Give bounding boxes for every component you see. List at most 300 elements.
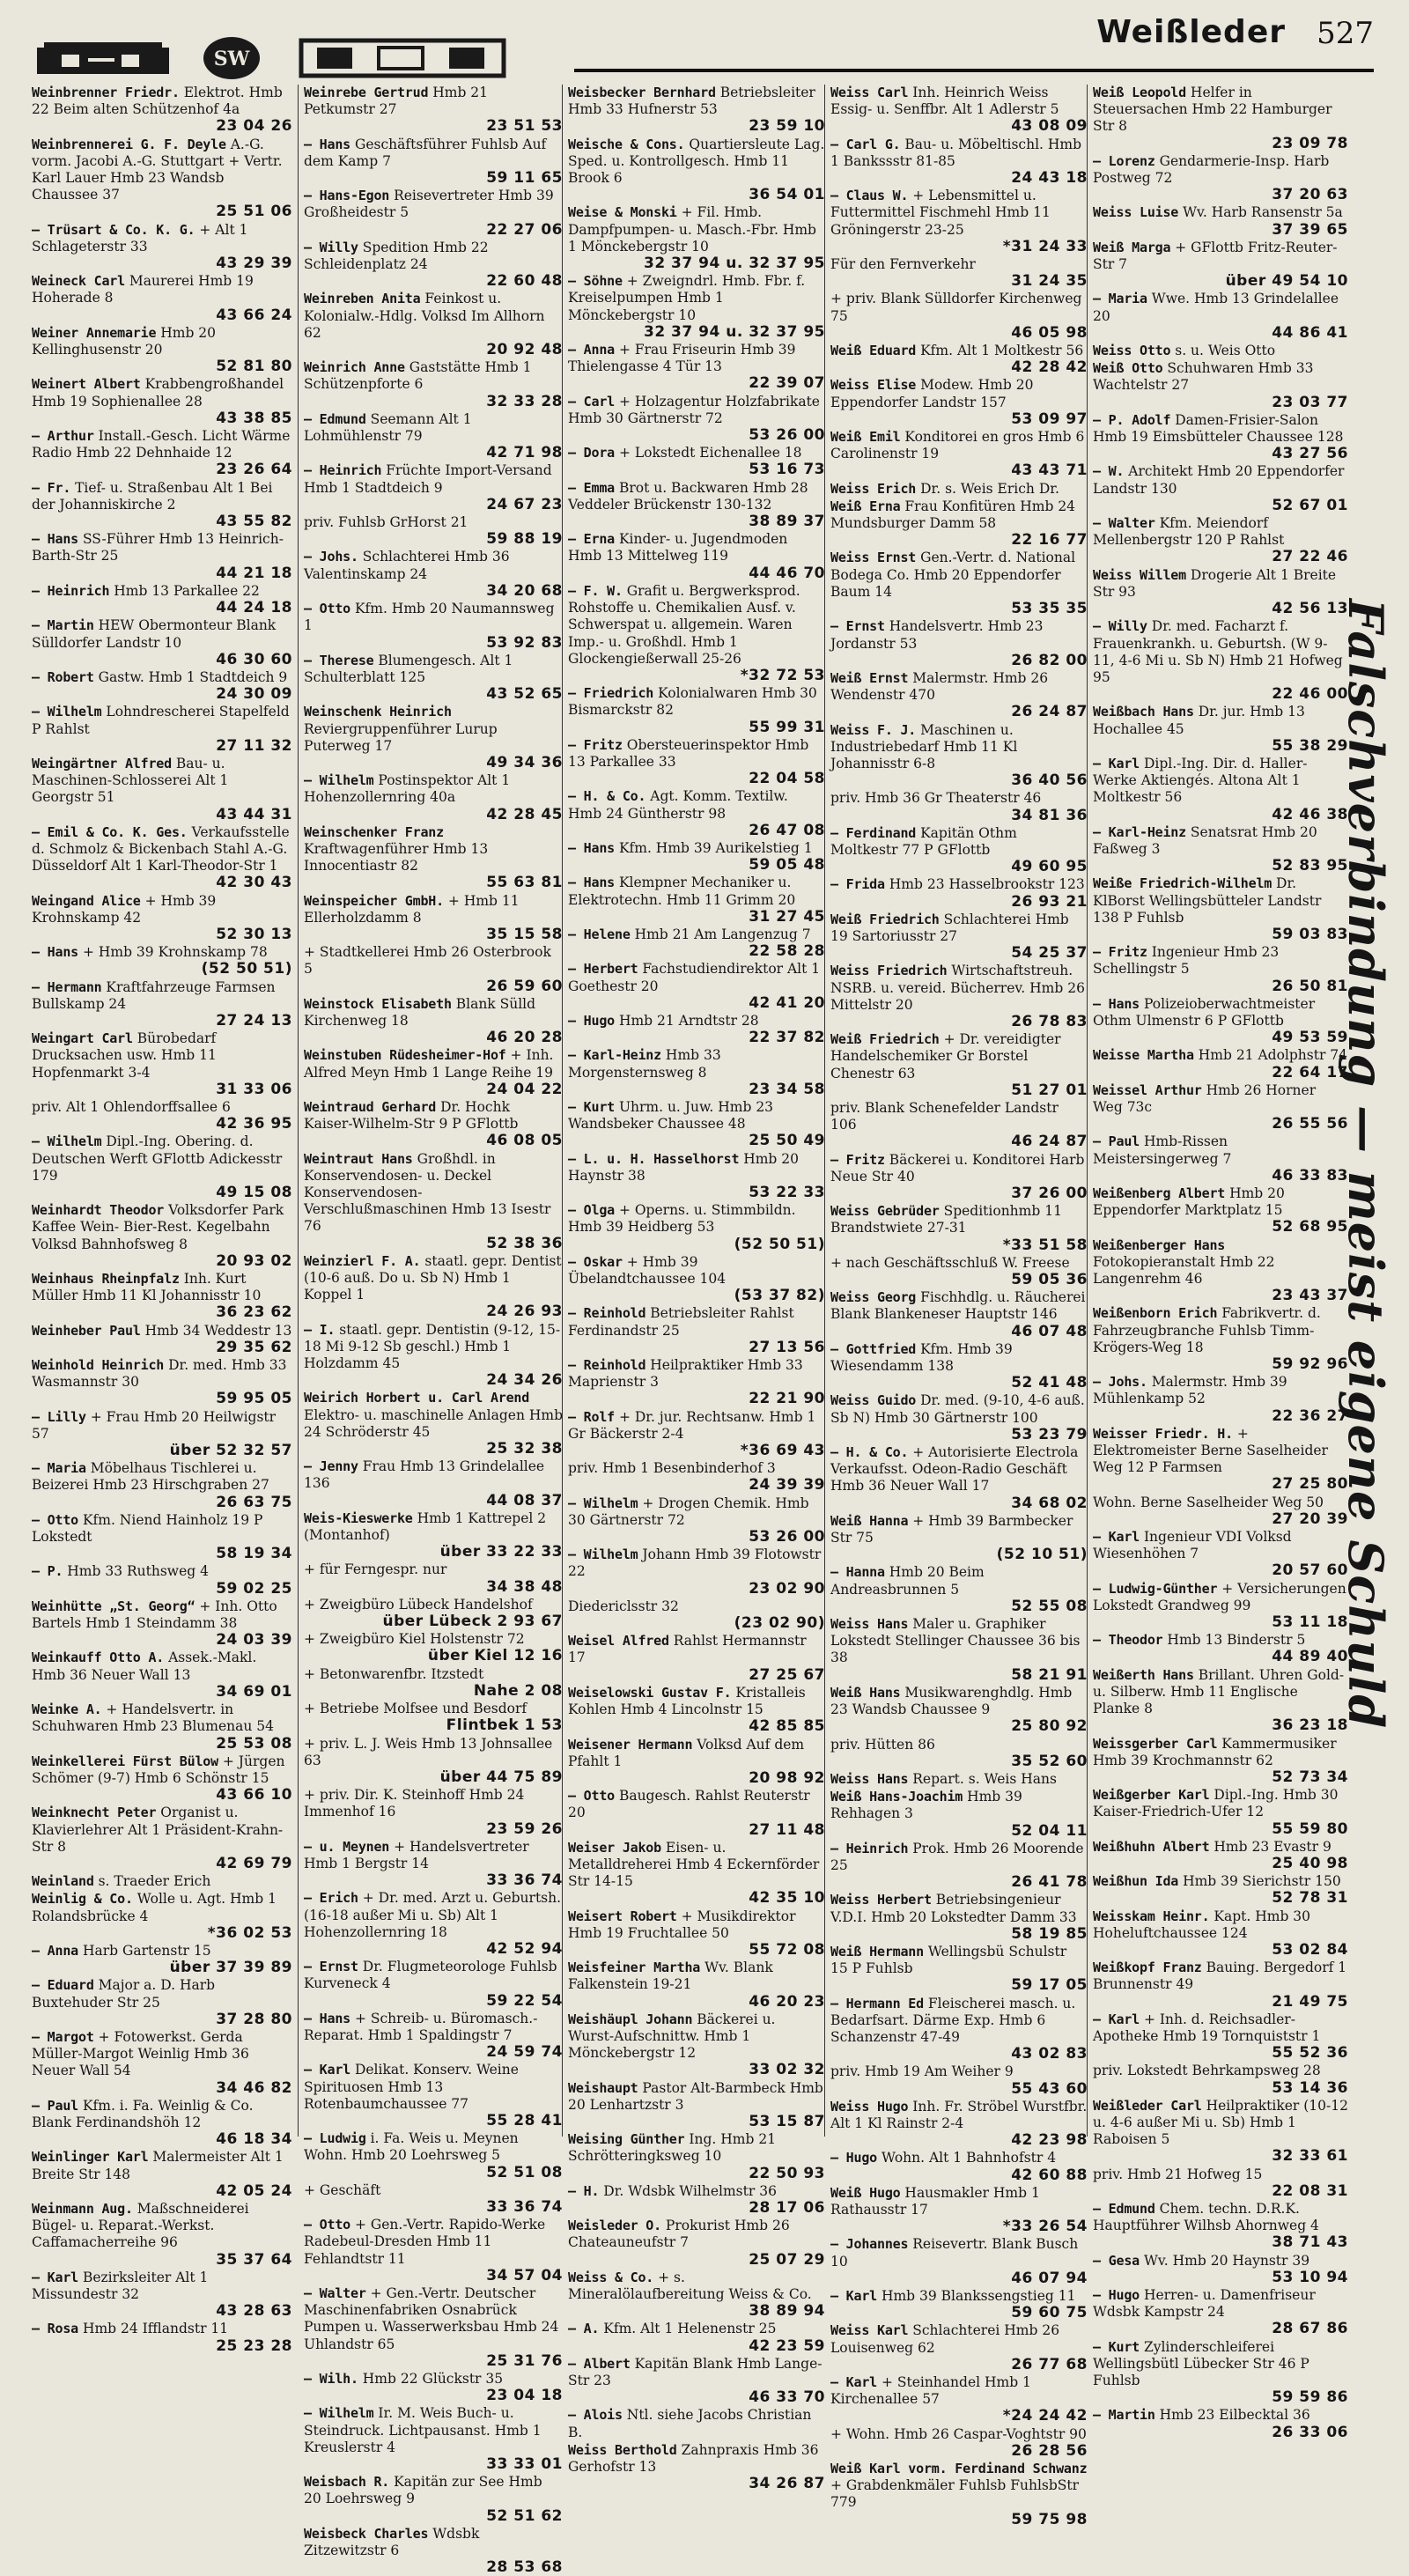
- directory-entry: [304, 514, 563, 548]
- entry-name: — Ernst: [830, 618, 885, 635]
- entry-phone: 23 04 18: [486, 2387, 563, 2405]
- directory-entry: [304, 359, 563, 410]
- directory-entry: [32, 531, 292, 582]
- entry-details: Hmb 23 Hasselbrookstr 123: [889, 876, 1085, 893]
- entry-details: Rahlst Hermannstr 17: [568, 1633, 807, 1666]
- entry-details: Install.-Gesch. Licht Wärme Radio Hmb 22 Dehnhaide 12: [32, 428, 291, 461]
- directory-entry: [830, 1564, 1088, 1615]
- entry-phone: 22 37 82: [749, 1029, 825, 1047]
- entry-name: — Gesa: [1093, 2252, 1140, 2269]
- entry-details: Dr. med. Facharzt f. Frauenkrankh. u. Geburtsh. (W 9-11, 4-6 Mi u. Sb N) Hmb 21 Hofweg 95: [1093, 618, 1343, 685]
- entry-details: + Drogen Chemik. Hmb 30 Gärtnerstr 72: [568, 1495, 809, 1528]
- directory-entry: [304, 2285, 563, 2370]
- directory-entry: [830, 1341, 1088, 1392]
- entry-name: Weinreben Anita: [304, 291, 421, 307]
- entry-phone: 20 93 02: [216, 1251, 292, 1270]
- entry-details: Fischhdlg. u. Räucherei Blank Blankeneser Hauptstr 146: [830, 1289, 1086, 1323]
- entry-phone: über 44 75 89: [439, 1768, 563, 1786]
- directory-entry: [1093, 1426, 1348, 1494]
- directory-entry: [304, 1959, 563, 2010]
- directory-entry: [1093, 1632, 1348, 1665]
- entry-details: + Autorisierte Electrola Verkaufsst. Odeon-Radio Geschäft Hmb 36 Neuer Wall 17: [830, 1444, 1079, 1495]
- entry-details: Wv. Blank Falkenstein 19-21: [568, 1960, 773, 1993]
- entry-details: Wohn. Berne Saselheider Weg 50: [1093, 1494, 1324, 1510]
- entry-name: Weinlinger Karl: [32, 2149, 149, 2166]
- entry-details: + Schreib- u. Büromasch.-Reparat. Hmb 1 Spaldingstr 7: [304, 2010, 538, 2043]
- entry-name: Weintraud Gerhard: [304, 1098, 437, 1115]
- directory-entry: [304, 2526, 563, 2576]
- entry-details: Ir. M. Weis Buch- u. Steindruck. Lichtpausanst. Hmb 1 Kreuslerstr 4: [304, 2405, 542, 2455]
- entry-name: Weisert Robert: [568, 1908, 677, 1924]
- directory-entry: [568, 1151, 825, 1202]
- entry-details: Gendarmerie-Insp. Harb Postweg 72: [1093, 152, 1330, 187]
- entry-details: Bäckerei u. Konditorei Harb Neue Str 40: [830, 1151, 1085, 1185]
- entry-name: — Johs.: [1093, 1374, 1147, 1391]
- directory-entry: [568, 2218, 825, 2269]
- entry-details: Kfm. i. Fa. Weinlig & Co. Blank Ferdinandshöh 12: [32, 2097, 254, 2130]
- entry-phone: 46 18 34: [216, 2130, 292, 2149]
- entry-phone: 42 30 43: [216, 874, 292, 892]
- entry-name: Weise & Monski: [568, 204, 677, 221]
- directory-entry: [1093, 1047, 1348, 1081]
- entry-name: Weißleder Carl: [1093, 2097, 1202, 2114]
- directory-entry: [830, 1392, 1088, 1443]
- entry-name: Weinspeicher GmbH.: [304, 892, 444, 909]
- entry-phone: 23 34 58: [749, 1080, 825, 1098]
- entry-details: Delikat. Konserv. Weine Spirituosen Hmb 13 Rotenbaumchaussee 77: [304, 2062, 519, 2112]
- directory-entry: [568, 1737, 825, 1788]
- entry-name: Weiß Leopold: [1093, 85, 1186, 100]
- entry-phone: 26 55 56: [1272, 1115, 1348, 1133]
- entry-details: + Lokstedt Eichenallee 18: [618, 445, 802, 461]
- entry-phone: 42 56 13: [1272, 600, 1348, 618]
- entry-details: + priv. Blank Sülldorfer Kirchenweg 75: [830, 291, 1082, 324]
- entry-details: Assek.-Makl. Hmb 36 Neuer Wall 13: [32, 1650, 257, 1683]
- entry-name: Weiß Hans: [830, 1684, 901, 1701]
- entry-details: Major a. D. Harb Buxtehuder Str 25: [32, 1977, 216, 2011]
- entry-phone: 59 03 83: [1272, 925, 1348, 943]
- entry-details: + Hmb 39 Barmbecker Str 75: [830, 1512, 1073, 1546]
- entry-name: Weinke A.: [32, 1701, 102, 1718]
- entry-phone: 42 71 98: [486, 444, 563, 462]
- entry-phone: 20 92 48: [486, 341, 563, 359]
- entry-details: Kristalleis Kohlen Hmb 4 Lincolnstr 15: [568, 1684, 806, 1718]
- directory-entry: [304, 1839, 563, 1890]
- directory-entry: [830, 1152, 1088, 1203]
- entry-details: Damen-Frisier-Salon Hmb 19 Eimsbütteler Chaussee 128: [1093, 411, 1344, 446]
- entry-phone: 52 83 95: [1272, 857, 1348, 875]
- entry-details: Volksd Auf dem Pfahlt 1: [568, 1736, 805, 1769]
- entry-details: + Betriebe Molfsee und Besdorf: [304, 1701, 527, 1717]
- directory-entry: [304, 653, 563, 704]
- entry-phone: 52 51 62: [486, 2506, 563, 2525]
- entry-details: Dr. med. Hmb 33 Wasmannstr 30: [32, 1357, 287, 1391]
- entry-phone: 53 09 97: [1011, 410, 1088, 428]
- entry-name: — Carl: [568, 393, 615, 410]
- entry-details: priv. Blank Schenefelder Landstr 106: [830, 1099, 1059, 1133]
- directory-entry: [32, 617, 292, 668]
- directory-entry: [1093, 1185, 1348, 1236]
- entry-name: Weißerth Hans: [1093, 1666, 1194, 1683]
- entry-phone: 27 25 67: [749, 1665, 825, 1684]
- entry-name: — Walter: [304, 2285, 366, 2301]
- directory-entry: [32, 1943, 292, 1976]
- directory-entry: [32, 583, 292, 616]
- directory-entry: [1093, 1581, 1348, 1632]
- directory-entry: [830, 1203, 1088, 1254]
- entry-name: Weinmann Aug.: [32, 2200, 133, 2217]
- column-5: [1087, 85, 1348, 2441]
- entry-name: Weiss Friedrich: [830, 963, 948, 979]
- directory-entry: [830, 2063, 1088, 2097]
- entry-name: Weiß Friedrich: [830, 911, 940, 927]
- entry-details: Obersteuerinspektor Hmb 13 Parkallee 33: [568, 736, 809, 770]
- entry-details: Dr. jur. Hmb 13 Hochallee 45: [1093, 704, 1305, 737]
- entry-details: Früchte Import-Versand Hmb 1 Stadtdeich 9: [304, 462, 552, 496]
- directory-entry: [830, 291, 1088, 342]
- entry-name: — Edmund: [304, 410, 366, 427]
- directory-entry: [568, 1357, 825, 1408]
- entry-phone: 55 63 81: [486, 874, 563, 892]
- entry-phone: 24 26 93: [486, 1303, 563, 1321]
- directory-entry: [830, 1444, 1088, 1512]
- entry-name: — Walter: [1093, 515, 1155, 532]
- entry-name: Weissel Arthur: [1093, 1081, 1202, 1098]
- entry-phone: 23 03 77: [1272, 393, 1348, 411]
- directory-entry: [32, 1409, 292, 1460]
- directory-entry: [304, 893, 563, 944]
- entry-name: Weingärtner Alfred: [32, 755, 172, 771]
- entry-details: Hausmakler Hmb 1 Rathausstr 17: [830, 2184, 1040, 2218]
- directory-entry: [1093, 1873, 1348, 1907]
- entry-phone: 53 26 00: [749, 1528, 825, 1546]
- entry-phone: 53 22 33: [749, 1184, 825, 1201]
- entry-name: Weißhuhn Albert: [1093, 1838, 1210, 1855]
- directory-entry: [1093, 153, 1348, 204]
- entry-phone: 24 59 74: [486, 2043, 563, 2062]
- directory-entry: [304, 137, 563, 188]
- entry-name: — Arthur: [32, 428, 94, 445]
- entry-name: — Emil & Co. K. Ges.: [32, 823, 188, 840]
- directory-entry: [568, 204, 825, 272]
- entry-details: + Fil. Hmb. Dampfpumpen- u. Masch.-Fbr. Hmb 1 Mönckebergstr 10: [568, 204, 816, 255]
- directory-entry: [32, 1030, 292, 1098]
- entry-phone: 43 27 56: [1272, 445, 1348, 463]
- entry-details: + Dr. vereidigter Handelschemiker Gr Borstel Chenestr 63: [830, 1031, 1061, 1081]
- entry-details: priv. Hmb 21 Hofweg 15: [1093, 2166, 1263, 2182]
- entry-phone: 59 05 48: [749, 856, 825, 875]
- directory-entry: [304, 188, 563, 239]
- entry-details: + GFlottb Fritz-Reuter-Str 7: [1093, 239, 1338, 273]
- directory-entry: [1093, 360, 1348, 411]
- entry-phone: 42 23 98: [1011, 2131, 1088, 2150]
- directory-entry: [32, 1512, 292, 1563]
- entry-details: Krabbengroßhandel Hmb 19 Sophienallee 28: [32, 376, 284, 410]
- entry-phone: 52 04 11: [1011, 1821, 1088, 1840]
- directory-entry: [32, 1701, 292, 1753]
- entry-details: Fleischerei masch. u. Bedarfsart. Därme Exp. Hmb 6 Schanzenstr 47-49: [830, 1995, 1076, 2045]
- directory-entry: [32, 137, 292, 221]
- entry-details: + Hmb 39 Übelandtchaussee 104: [568, 1253, 727, 1288]
- entry-details: Schlachterei Hmb 26 Louisenweg 62: [830, 2322, 1060, 2356]
- entry-details: Chem. techn. D.R.K. Hauptführer Wilhsb Ahornweg 4: [1093, 2200, 1319, 2234]
- entry-details: + Fotowerkst. Gerda Müller-Margot Weinlig Hmb 36 Neuer Wall 54: [32, 2028, 249, 2079]
- entry-name: — Karl: [304, 2062, 350, 2078]
- directory-entry: [830, 1944, 1088, 1995]
- entry-name: — Anna: [568, 342, 615, 358]
- entry-details: A.-G. vorm. Jacobi A.-G. Stuttgart + Vertr. Karl Lauer Hmb 23 Wandsb Chaussee 37: [32, 136, 283, 203]
- entry-name: Weisfeiner Martha: [568, 1960, 701, 1976]
- entry-details: Klempner Mechaniker u. Elektrotechn. Hmb 11 Grimm 20: [568, 875, 796, 908]
- entry-details: Inh. Kurt Müller Hmb 11 Kl Johannisstr 10: [32, 1271, 262, 1304]
- directory-entry: [304, 944, 563, 995]
- entry-phone: 26 41 78: [1011, 1873, 1088, 1892]
- entry-phone: 27 13 56: [749, 1338, 825, 1356]
- entry-phone: 36 54 01: [749, 186, 825, 204]
- entry-details: i. Fa. Weis u. Meynen Wohn. Hmb 20 Loehrsweg 5: [304, 2130, 519, 2164]
- entry-name: — Söhne: [568, 273, 623, 290]
- entry-details: Drogerie Alt 1 Breite Str 93: [1093, 566, 1337, 600]
- directory-entry: [568, 1047, 825, 1098]
- entry-phone: 34 57 04: [486, 2266, 563, 2284]
- entry-phone: 53 23 79: [1011, 1425, 1088, 1443]
- entry-details: Frau Konfitüren Hmb 24 Mundsburger Damm 58: [830, 498, 1076, 532]
- entry-details: s. u. Weis Otto: [1175, 343, 1276, 359]
- entry-name: — Hermann Ed: [830, 1995, 924, 2011]
- entry-phone: 43 55 82: [216, 513, 292, 531]
- entry-phone: 32 37 94 u. 32 37 95: [643, 322, 825, 341]
- directory-entry: [830, 550, 1088, 617]
- entry-name: — Otto: [568, 1788, 615, 1805]
- entry-name: — Ludwig-Günther: [1093, 1580, 1218, 1597]
- directory-entry: [568, 788, 825, 839]
- entry-phone: 53 11 18: [1272, 1613, 1348, 1632]
- entry-details: SS-Führer Hmb 13 Heinrich-Barth-Str 25: [32, 531, 284, 565]
- entry-details: Hmb 22 Glückstr 35: [362, 2371, 504, 2388]
- entry-phone: 43 29 39: [216, 255, 292, 273]
- directory-entry: [568, 394, 825, 445]
- entry-details: Hmb 23 Evastr 9: [1214, 1838, 1332, 1855]
- directory-entry: [304, 2130, 563, 2181]
- directory-entry: [1093, 1960, 1348, 2011]
- entry-phone: 26 24 87: [1011, 703, 1088, 721]
- directory-entry: [32, 2029, 292, 2097]
- entry-details: + Geschäft: [304, 2181, 381, 2198]
- entry-details: Zahnpraxis Hmb 36 Gerhofstr 13: [568, 2441, 819, 2476]
- directory-entry: [1093, 240, 1348, 291]
- entry-phone: 36 23 18: [1272, 1716, 1348, 1735]
- header-rule: [574, 69, 1374, 72]
- entry-name: Weiss Erich: [830, 480, 917, 497]
- entry-name: Weisse Martha: [1093, 1047, 1194, 1064]
- entry-details: Konditorei en gros Hmb 6 Carolinenstr 19: [830, 429, 1085, 462]
- entry-name: Weißgerber Karl: [1093, 1787, 1210, 1804]
- entry-details: Maler u. Graphiker Lokstedt Stellinger Chaussee 36 bis 38: [830, 1616, 1081, 1666]
- entry-details: priv. Lokstedt Behrkampsweg 28: [1093, 2063, 1321, 2079]
- entry-phone: 53 14 36: [1272, 2078, 1348, 2097]
- entry-name: — Otto: [304, 2217, 350, 2233]
- entry-details: + Hmb 39 Krohnskamp 78: [82, 944, 268, 961]
- directory-entry: [32, 2149, 292, 2200]
- directory-entry: [568, 1099, 825, 1150]
- entry-phone: *36 02 53: [207, 1923, 292, 1942]
- directory-entry: [304, 1561, 563, 1595]
- entry-name: Weirich Horbert u. Carl Arend: [304, 1390, 530, 1406]
- directory-entry: [830, 2461, 1088, 2528]
- entry-name: Weiser Jakob: [568, 1839, 661, 1856]
- entry-phone: 26 47 08: [749, 821, 825, 839]
- entry-details: Quartiersleute Lag. Sped. u. Kontrollgesch. Hmb 11 Brook 6: [568, 136, 825, 187]
- entry-phone: 32 33 61: [1272, 2147, 1348, 2166]
- entry-details: Prok. Hmb 26 Moorende 25: [830, 1840, 1084, 1873]
- entry-name: — H. & Co.: [568, 788, 646, 805]
- entry-name: — Emma: [568, 479, 615, 496]
- entry-details: + Elektromeister Berne Saselheider Weg 12 P Farmsen: [1093, 1425, 1328, 1476]
- entry-details: Fabrikvertr. d. Fahrzeugbranche Fuhlsb Timm-Krögers-Weg 18: [1093, 1305, 1321, 1355]
- entry-phone: 43 38 85: [216, 409, 292, 427]
- entry-phone: 53 10 94: [1272, 2268, 1348, 2286]
- directory-entry: [304, 549, 563, 600]
- entry-name: — Karl-Heinz: [568, 1047, 661, 1064]
- entry-phone: über 52 32 57: [169, 1442, 292, 1460]
- entry-details: + Musikdirektor Hmb 19 Fruchtallee 50: [568, 1908, 796, 1941]
- directory-entry: [32, 1323, 292, 1356]
- entry-phone: 22 46 00: [1272, 685, 1348, 704]
- directory-entry: [1093, 1495, 1348, 1528]
- entry-phone: 35 15 58: [486, 925, 563, 943]
- entry-phone: 22 16 77: [1011, 531, 1088, 550]
- entry-phone: 44 86 41: [1272, 323, 1348, 342]
- directory-entry: [1093, 996, 1348, 1047]
- entry-details: Feinkost u. Kolonialw.-Hdlg. Volksd Im Allhorn 62: [304, 291, 545, 341]
- entry-details: Hmb 26 Horner Weg 73c: [1093, 1081, 1317, 1115]
- entry-name: — Trüsart & Co. K. G.: [32, 221, 195, 238]
- entry-details: Dr. Wdsbk Wilhelmstr 36: [603, 2182, 777, 2199]
- suitcase-logo-icon: [299, 32, 511, 81]
- entry-details: + Inh. d. Reichsadler-Apotheke Hmb 19 Tornquiststr 1: [1093, 2011, 1321, 2044]
- entry-phone: 52 67 01: [1272, 496, 1348, 514]
- entry-name: — Fr.: [32, 479, 71, 496]
- entry-details: Verkaufsstelle d. Schmolz & Bickenbach Stahl A.-G. Düsseldorf Alt 1 Karl-Theodor-Str 1: [32, 823, 290, 875]
- entry-name: Weiß Friedrich: [830, 1031, 940, 1048]
- entry-name: Weisleder O.: [568, 2218, 661, 2234]
- directory-entry: [830, 2322, 1088, 2373]
- entry-phone: *32 72 53: [740, 666, 825, 684]
- entry-phone: 46 20 23: [749, 1992, 825, 2011]
- entry-details: Kolonialwaren Hmb 30 Bismarckstr 82: [568, 685, 817, 719]
- entry-name: — Karl: [32, 2269, 78, 2285]
- directory-entry: [304, 1151, 563, 1252]
- directory-entry: [32, 1357, 292, 1408]
- entry-name: — Herbert: [568, 961, 638, 978]
- entry-name: Weisbecker Bernhard: [568, 85, 716, 100]
- entry-phone: 53 26 00: [749, 426, 825, 445]
- entry-phone: 46 33 70: [749, 2388, 825, 2407]
- entry-details: Hmb 39 Rehhagen 3: [830, 1789, 1022, 1822]
- entry-name: — Reinhold: [568, 1305, 646, 1322]
- entry-details: priv. Alt 1 Ohlendorffsallee 6: [32, 1098, 231, 1115]
- entry-details: + Stadtkellerei Hmb 26 Osterbrook 5: [304, 944, 551, 978]
- entry-name: — Albert: [568, 2355, 631, 2372]
- entry-details: Volksdorfer Park Kaffee Wein- Bier-Rest. Kegelbahn Volksd Bahnhofsweg 8: [32, 1202, 284, 1252]
- directory-entry: [304, 2371, 563, 2404]
- entry-details: Für den Fernverkehr: [830, 256, 976, 273]
- entry-details: Heilpraktiker Hmb 33 Maprienstr 3: [568, 1357, 803, 1391]
- directory-entry: [304, 2217, 563, 2284]
- directory-entry: [830, 256, 1088, 290]
- entry-name: Weis-Kieswerke: [304, 1509, 413, 1526]
- entry-phone: 34 26 87: [749, 2475, 825, 2493]
- entry-name: — Wilhelm: [304, 772, 374, 789]
- entry-details: Architekt Hmb 20 Eppendorfer Landstr 130: [1093, 463, 1345, 497]
- entry-phone: 20 98 92: [749, 1768, 825, 1787]
- directory-entry: [568, 2407, 825, 2440]
- directory-entry: [304, 462, 563, 513]
- entry-name: Weingand Alice: [32, 892, 141, 909]
- entry-details: Handelsvertr. Hmb 23 Jordanstr 53: [830, 618, 1044, 652]
- directory-entry: [830, 2150, 1088, 2183]
- entry-details: Hmb 33 Morgensternsweg 8: [568, 1047, 721, 1081]
- directory-entry: [304, 601, 563, 652]
- entry-name: Weiß Hanna: [830, 1512, 909, 1529]
- entry-phone: 25 31 76: [486, 2351, 563, 2370]
- directory-entry: [1093, 291, 1348, 342]
- entry-phone: 52 55 08: [1011, 1597, 1088, 1615]
- directory-entry: [1093, 515, 1348, 566]
- directory-entry: [830, 137, 1088, 188]
- entry-name: — Karl: [830, 2288, 877, 2304]
- entry-name: Weiß Erna: [830, 498, 901, 514]
- directory-entry: [304, 824, 563, 892]
- entry-name: Weissgerber Carl: [1093, 1735, 1218, 1752]
- entry-name: Weiß Ernst: [830, 669, 909, 686]
- entry-details: Hmb 39 Blankssengstieg 11: [881, 2288, 1076, 2304]
- entry-phone: 27 22 46: [1272, 548, 1348, 566]
- entry-details: Senatsrat Hmb 20 Faßweg 3: [1093, 823, 1317, 857]
- entry-name: Weiß Hans-Joachim: [830, 1789, 963, 1805]
- entry-phone: 55 99 31: [749, 718, 825, 736]
- entry-details: Dr. s. Weis Erich Dr.: [920, 480, 1059, 497]
- entry-details: Repart. s. Weis Hans: [912, 1770, 1057, 1787]
- directory-entry: [1093, 412, 1348, 463]
- entry-phone: 55 28 41: [486, 2111, 563, 2129]
- directory-entry: [830, 1616, 1088, 1684]
- entry-name: — Rolf: [568, 1408, 615, 1425]
- entry-details: staatl. gepr. Dentistin (9-12, 15-18 Mi 9-12 Sb geschl.) Hmb 1 Holzdamm 45: [304, 1321, 561, 1372]
- entry-name: Weißkopf Franz: [1093, 1960, 1202, 1976]
- directory-entry: [32, 1805, 292, 1872]
- entry-name: — Hanna: [830, 1564, 885, 1581]
- entry-name: Weinknecht Peter: [32, 1805, 157, 1821]
- entry-name: — Theodor: [1093, 1632, 1163, 1649]
- directory-entry: [830, 876, 1088, 910]
- entry-details: Dipl.-Ing. Dir. d. Haller-Werke Aktiengés. Altona Alt 1 Moltkestr 56: [1093, 755, 1308, 806]
- entry-name: Weiss & Co.: [568, 2269, 654, 2285]
- entry-name: Weiss Guido: [830, 1392, 917, 1409]
- entry-name: Weische & Cons.: [568, 136, 685, 152]
- entry-name: — Paul: [1093, 1133, 1140, 1150]
- entry-phone: 42 36 95: [216, 1115, 292, 1133]
- entry-name: — Rosa: [32, 2321, 78, 2337]
- directory-entry: [568, 2080, 825, 2131]
- entry-phone: 43 28 63: [216, 2302, 292, 2321]
- directory-entry: [304, 1099, 563, 1150]
- entry-phone: 25 32 38: [486, 1440, 563, 1458]
- entry-name: Weinhold Heinrich: [32, 1357, 165, 1374]
- entry-details: Ing. Hmb 21 Schrötteringksweg 10: [568, 2131, 777, 2165]
- entry-phone: 43 52 65: [486, 685, 563, 704]
- directory-entry: [1093, 1237, 1348, 1305]
